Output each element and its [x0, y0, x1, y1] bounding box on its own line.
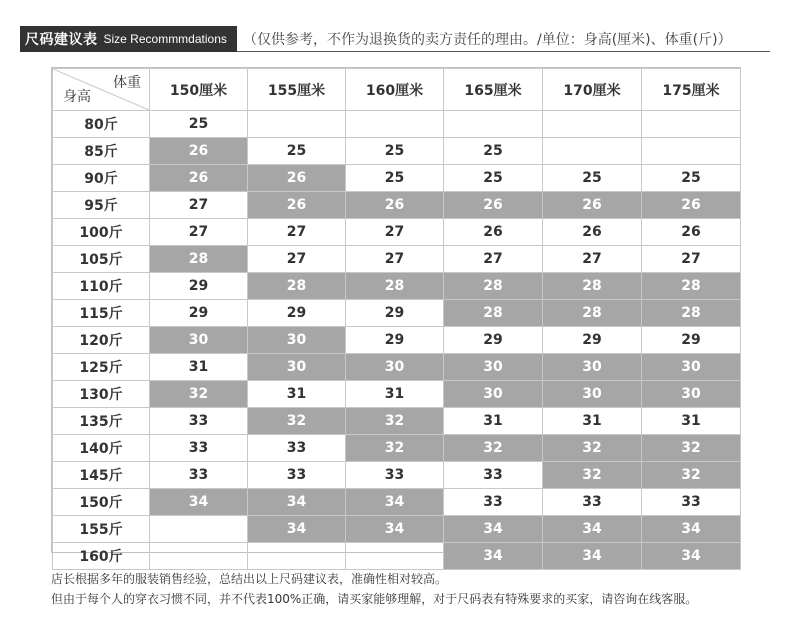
row-label: 130斤	[53, 381, 150, 408]
column-header: 160厘米	[346, 69, 444, 111]
size-cell: 31	[248, 381, 346, 408]
size-cell: 26	[248, 165, 346, 192]
size-cell: 34	[346, 489, 444, 516]
size-cell: 25	[346, 165, 444, 192]
size-cell: 27	[346, 219, 444, 246]
size-cell: 28	[444, 273, 543, 300]
size-cell: 29	[150, 273, 248, 300]
header-row	[53, 69, 741, 111]
size-cell	[642, 138, 741, 165]
row-label: 80斤	[53, 111, 150, 138]
size-cell: 26	[248, 192, 346, 219]
footer-notes	[51, 569, 697, 609]
size-cell: 32	[642, 462, 741, 489]
size-cell: 33	[248, 435, 346, 462]
size-cell: 28	[150, 246, 248, 273]
row-label: 155斤	[53, 516, 150, 543]
table-row	[53, 408, 741, 435]
size-cell: 29	[346, 327, 444, 354]
header-underline	[237, 51, 770, 52]
size-cell: 32	[346, 408, 444, 435]
size-cell: 25	[346, 138, 444, 165]
table-row	[53, 138, 741, 165]
size-cell: 30	[642, 381, 741, 408]
table-row	[53, 219, 741, 246]
size-cell: 32	[543, 435, 642, 462]
size-cell: 34	[248, 516, 346, 543]
table-row	[53, 543, 741, 570]
size-cell: 25	[642, 165, 741, 192]
size-cell: 27	[150, 192, 248, 219]
size-cell: 27	[248, 246, 346, 273]
row-label: 105斤	[53, 246, 150, 273]
size-cell: 29	[248, 300, 346, 327]
column-header: 175厘米	[642, 69, 741, 111]
size-cell	[444, 111, 543, 138]
size-cell: 30	[543, 381, 642, 408]
row-label: 95斤	[53, 192, 150, 219]
row-label: 115斤	[53, 300, 150, 327]
table-row	[53, 273, 741, 300]
size-cell	[346, 111, 444, 138]
row-label: 110斤	[53, 273, 150, 300]
table-row	[53, 516, 741, 543]
size-cell: 32	[642, 435, 741, 462]
row-label: 145斤	[53, 462, 150, 489]
size-cell: 30	[248, 354, 346, 381]
size-cell: 32	[346, 435, 444, 462]
size-cell: 34	[248, 489, 346, 516]
size-cell: 28	[642, 273, 741, 300]
size-cell: 30	[444, 381, 543, 408]
table-row	[53, 435, 741, 462]
size-cell: 26	[444, 219, 543, 246]
size-cell: 26	[642, 192, 741, 219]
row-label: 125斤	[53, 354, 150, 381]
size-cell	[150, 516, 248, 543]
size-cell: 27	[346, 246, 444, 273]
corner-cell	[53, 69, 150, 111]
size-cell: 27	[150, 219, 248, 246]
size-cell: 27	[248, 219, 346, 246]
row-label: 90斤	[53, 165, 150, 192]
corner-weight-label: 体重	[113, 75, 141, 91]
size-cell	[642, 111, 741, 138]
size-cell: 30	[444, 354, 543, 381]
table-row	[53, 489, 741, 516]
table-row	[53, 300, 741, 327]
size-cell: 26	[150, 138, 248, 165]
size-cell: 34	[444, 516, 543, 543]
size-cell: 30	[543, 354, 642, 381]
size-cell: 30	[248, 327, 346, 354]
title-en: Size Recommmdations	[103, 32, 227, 46]
row-label: 140斤	[53, 435, 150, 462]
size-table-container	[51, 67, 741, 565]
size-cell: 30	[642, 354, 741, 381]
size-cell: 33	[150, 408, 248, 435]
size-cell: 25	[543, 165, 642, 192]
column-header: 170厘米	[543, 69, 642, 111]
size-cell: 26	[150, 165, 248, 192]
table-row	[53, 381, 741, 408]
size-cell: 32	[444, 435, 543, 462]
footer-line-1: 店长根据多年的服装销售经验，总结出以上尺码建议表，准确性相对较高。	[51, 572, 448, 586]
size-cell: 27	[444, 246, 543, 273]
size-cell: 33	[444, 462, 543, 489]
disclaimer-note: （仅供参考，不作为退换货的卖方责任的理由。/单位：身高(厘米)、体重(斤)）	[243, 32, 732, 48]
size-cell: 26	[346, 192, 444, 219]
size-cell: 34	[346, 516, 444, 543]
size-cell: 29	[642, 327, 741, 354]
size-cell	[543, 111, 642, 138]
size-cell: 29	[346, 300, 444, 327]
size-cell: 33	[346, 462, 444, 489]
size-cell: 26	[543, 192, 642, 219]
size-cell: 33	[248, 462, 346, 489]
row-label: 85斤	[53, 138, 150, 165]
size-cell: 32	[248, 408, 346, 435]
size-cell: 28	[543, 300, 642, 327]
size-cell: 31	[150, 354, 248, 381]
table-row	[53, 165, 741, 192]
corner-height-label: 身高	[63, 89, 91, 105]
table-row	[53, 354, 741, 381]
size-cell	[346, 543, 444, 570]
row-label: 135斤	[53, 408, 150, 435]
table-row	[53, 462, 741, 489]
size-cell: 29	[150, 300, 248, 327]
size-cell: 28	[642, 300, 741, 327]
size-cell: 26	[444, 192, 543, 219]
title-cn: 尺码建议表	[25, 32, 98, 48]
size-cell	[248, 111, 346, 138]
size-table	[52, 68, 741, 570]
size-cell: 33	[150, 435, 248, 462]
table-row	[53, 111, 741, 138]
size-header	[20, 26, 774, 52]
size-cell	[248, 543, 346, 570]
size-cell: 25	[444, 138, 543, 165]
size-cell: 27	[543, 246, 642, 273]
size-cell: 31	[543, 408, 642, 435]
size-cell: 34	[150, 489, 248, 516]
size-cell: 29	[543, 327, 642, 354]
size-cell	[150, 543, 248, 570]
size-cell: 32	[150, 381, 248, 408]
row-label: 100斤	[53, 219, 150, 246]
row-label: 150斤	[53, 489, 150, 516]
size-cell: 26	[642, 219, 741, 246]
column-header: 150厘米	[150, 69, 248, 111]
size-cell: 28	[444, 300, 543, 327]
size-cell: 31	[642, 408, 741, 435]
size-cell: 32	[543, 462, 642, 489]
size-cell: 34	[543, 543, 642, 570]
size-cell: 30	[346, 354, 444, 381]
column-header: 155厘米	[248, 69, 346, 111]
size-cell: 28	[346, 273, 444, 300]
size-cell: 33	[444, 489, 543, 516]
table-row	[53, 246, 741, 273]
table-row	[53, 192, 741, 219]
table-row	[53, 327, 741, 354]
footer-line-2: 但由于每个人的穿衣习惯不同，并不代表100%正确，请买家能够理解，对于尺码表有特殊要求的买家，请咨询在线客服。	[51, 592, 698, 606]
size-cell	[543, 138, 642, 165]
size-cell: 33	[150, 462, 248, 489]
size-cell: 28	[543, 273, 642, 300]
size-cell: 25	[444, 165, 543, 192]
size-cell: 26	[543, 219, 642, 246]
size-cell: 34	[444, 543, 543, 570]
size-cell: 25	[248, 138, 346, 165]
size-cell: 27	[642, 246, 741, 273]
title-tag	[20, 26, 237, 52]
size-cell: 31	[346, 381, 444, 408]
size-cell: 31	[444, 408, 543, 435]
size-cell: 34	[642, 543, 741, 570]
size-cell: 34	[642, 516, 741, 543]
size-cell: 29	[444, 327, 543, 354]
size-cell: 30	[150, 327, 248, 354]
size-cell: 33	[543, 489, 642, 516]
size-cell: 33	[642, 489, 741, 516]
size-cell: 34	[543, 516, 642, 543]
row-label: 120斤	[53, 327, 150, 354]
column-header: 165厘米	[444, 69, 543, 111]
row-label: 160斤	[53, 543, 150, 570]
size-cell: 25	[150, 111, 248, 138]
size-cell: 28	[248, 273, 346, 300]
